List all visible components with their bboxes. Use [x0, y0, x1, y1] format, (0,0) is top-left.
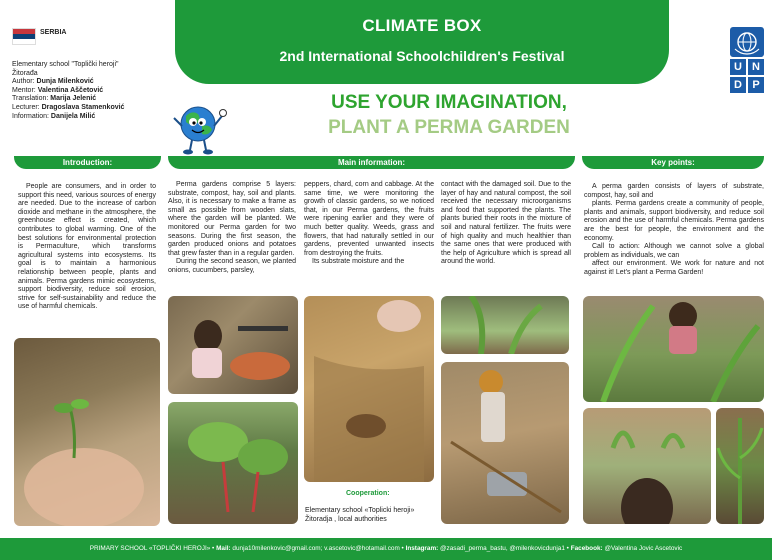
poster-title: CLIMATE BOX — [362, 16, 482, 35]
serbia-flag-icon — [12, 28, 36, 45]
introduction-text: People are consumers, and in order to support this need, various sources of energy are needed. Due to the increase of carbon dioxide and methane in the atmosphere, the greenhouse effect is created, which contributes to global warming. One of the best solutions for environmental protection is Permaculture, which transforms agricultural systems into ecosystems. Its goal is to maintain a harmonious relationship between people, plants and animals. Perma gardens mimic ecosystems, support biodiversity, reduce soil erosion, strive for self-sustainability and reduce the use of harmful chemicals. — [18, 183, 156, 311]
footer-facebook[interactable]: @Valentina Jovic Ascetovic — [604, 545, 683, 552]
school-info — [12, 61, 172, 121]
photo-girl-in-garden — [583, 408, 711, 524]
undp-globe-icon — [730, 27, 764, 57]
introduction-header: Introduction: — [14, 156, 161, 169]
headline-line1: USE YOUR IMAGINATION, — [331, 92, 567, 113]
key-points-text: A perma garden consists of layers of substrate, compost, hay, soil and plants. Perma gardens create a community of people, plants and animals, support biodiversity, and reduce soil erosion and the use of harmful chemicals. Perma gardens are the best for people, the environment and the economy. Call to action: Although we cannot solve a global problem as individuals, we can affect our environment. We work for nature and not against it! Let's plant a Perma Garden! — [584, 183, 764, 276]
photo-planting-girls — [168, 296, 298, 394]
author-line: Author: Dunja Milenković — [12, 78, 94, 86]
school-name: Elementary school "Toplički heroji" — [12, 61, 119, 68]
footer-bar — [0, 538, 772, 560]
cooperation-title: Cooperation: — [346, 490, 390, 497]
photo-chard-plants — [168, 402, 298, 524]
key-points-header: Key points: — [582, 156, 764, 169]
main-text-col2: peppers, chard, corn and cabbage. At the same time, we were monitoring the growth of classic gardens, so we noticed that, in our Perma gardens, the fruits were ripening earlier and they were of much better quality. Weeds, grass and flowers, that had naturally settled in our gardens, prevented unwanted insects from destroying the fruits. Its substrate moisture and the — [304, 181, 434, 266]
country-label: SERBIA — [40, 29, 67, 36]
undp-letter-n: N — [748, 59, 764, 75]
main-information-header: Main information: — [168, 156, 575, 169]
undp-letter-d: D — [730, 77, 746, 93]
footer-facebook-label: Facebook: — [570, 545, 605, 552]
mascot-earth-icon — [168, 96, 234, 156]
lecturer-line: Lecturer: Dragoslava Stamenković — [12, 103, 125, 111]
information-line: Information: Danijela Milić — [12, 112, 96, 120]
photo-corn-stalks — [716, 408, 764, 524]
photo-hay-layer — [304, 296, 434, 482]
main-text-col1: Perma gardens comprise 5 layers: substrate, compost, hay, soil and plants. Also, it is necessary to make a frame as small as possible from wooden slats, where the garden will be planted. We monitored our Perma garden for two seasons. During the first season, the garden produced onions and potatoes that grew faster than in a regular garden. During the second season, we planted onions, cucumbers, parsley, — [168, 181, 296, 274]
header-banner — [175, 0, 669, 84]
undp-letter-p: P — [748, 77, 764, 93]
undp-letter-u: U — [730, 59, 746, 75]
intro-photo-seedling — [14, 338, 160, 526]
photo-girl-with-corn — [583, 296, 764, 402]
main-text-col3: contact with the damaged soil. Due to the layer of hay and natural compost, the soil received the necessary microorganisms and food that supported the plants. The plants buried their roots in the mixture of soil and natural fertilizer. The fruits were of high quality and much healthier than the same ones that were produced with the help of Agriculture which is spread all around the world. — [441, 181, 571, 266]
footer-instagram[interactable]: @zasadi_perma_bastu, @milenkovicdunja1 • — [440, 545, 571, 552]
footer-mail[interactable]: dunja10milenkovic@gmail.com; v.ascetovic@hotamail.com • — [232, 545, 406, 552]
mentor-line: Mentor: Valentina Aščetović — [12, 86, 104, 94]
undp-logo — [730, 27, 764, 91]
school-town: Žitorađa — [12, 69, 38, 77]
cooperation-text: Elementary school «Toplicki heroji» Žitoradja , local authorities — [305, 507, 415, 523]
translation-line: Translation: Marija Jelenić — [12, 95, 97, 103]
footer-school: PRIMARY SCHOOL «TOPLIČKI HEROJI» • — [89, 545, 217, 552]
headline-line2: PLANT A PERMA GARDEN — [328, 117, 570, 138]
poster-subtitle: 2nd International Schoolchildren's Festival — [279, 48, 565, 64]
footer-mail-label: Mail: — [216, 545, 233, 552]
footer-instagram-label: Instagram: — [405, 545, 441, 552]
photo-watering — [441, 362, 569, 524]
photo-corn-bed — [441, 296, 569, 354]
